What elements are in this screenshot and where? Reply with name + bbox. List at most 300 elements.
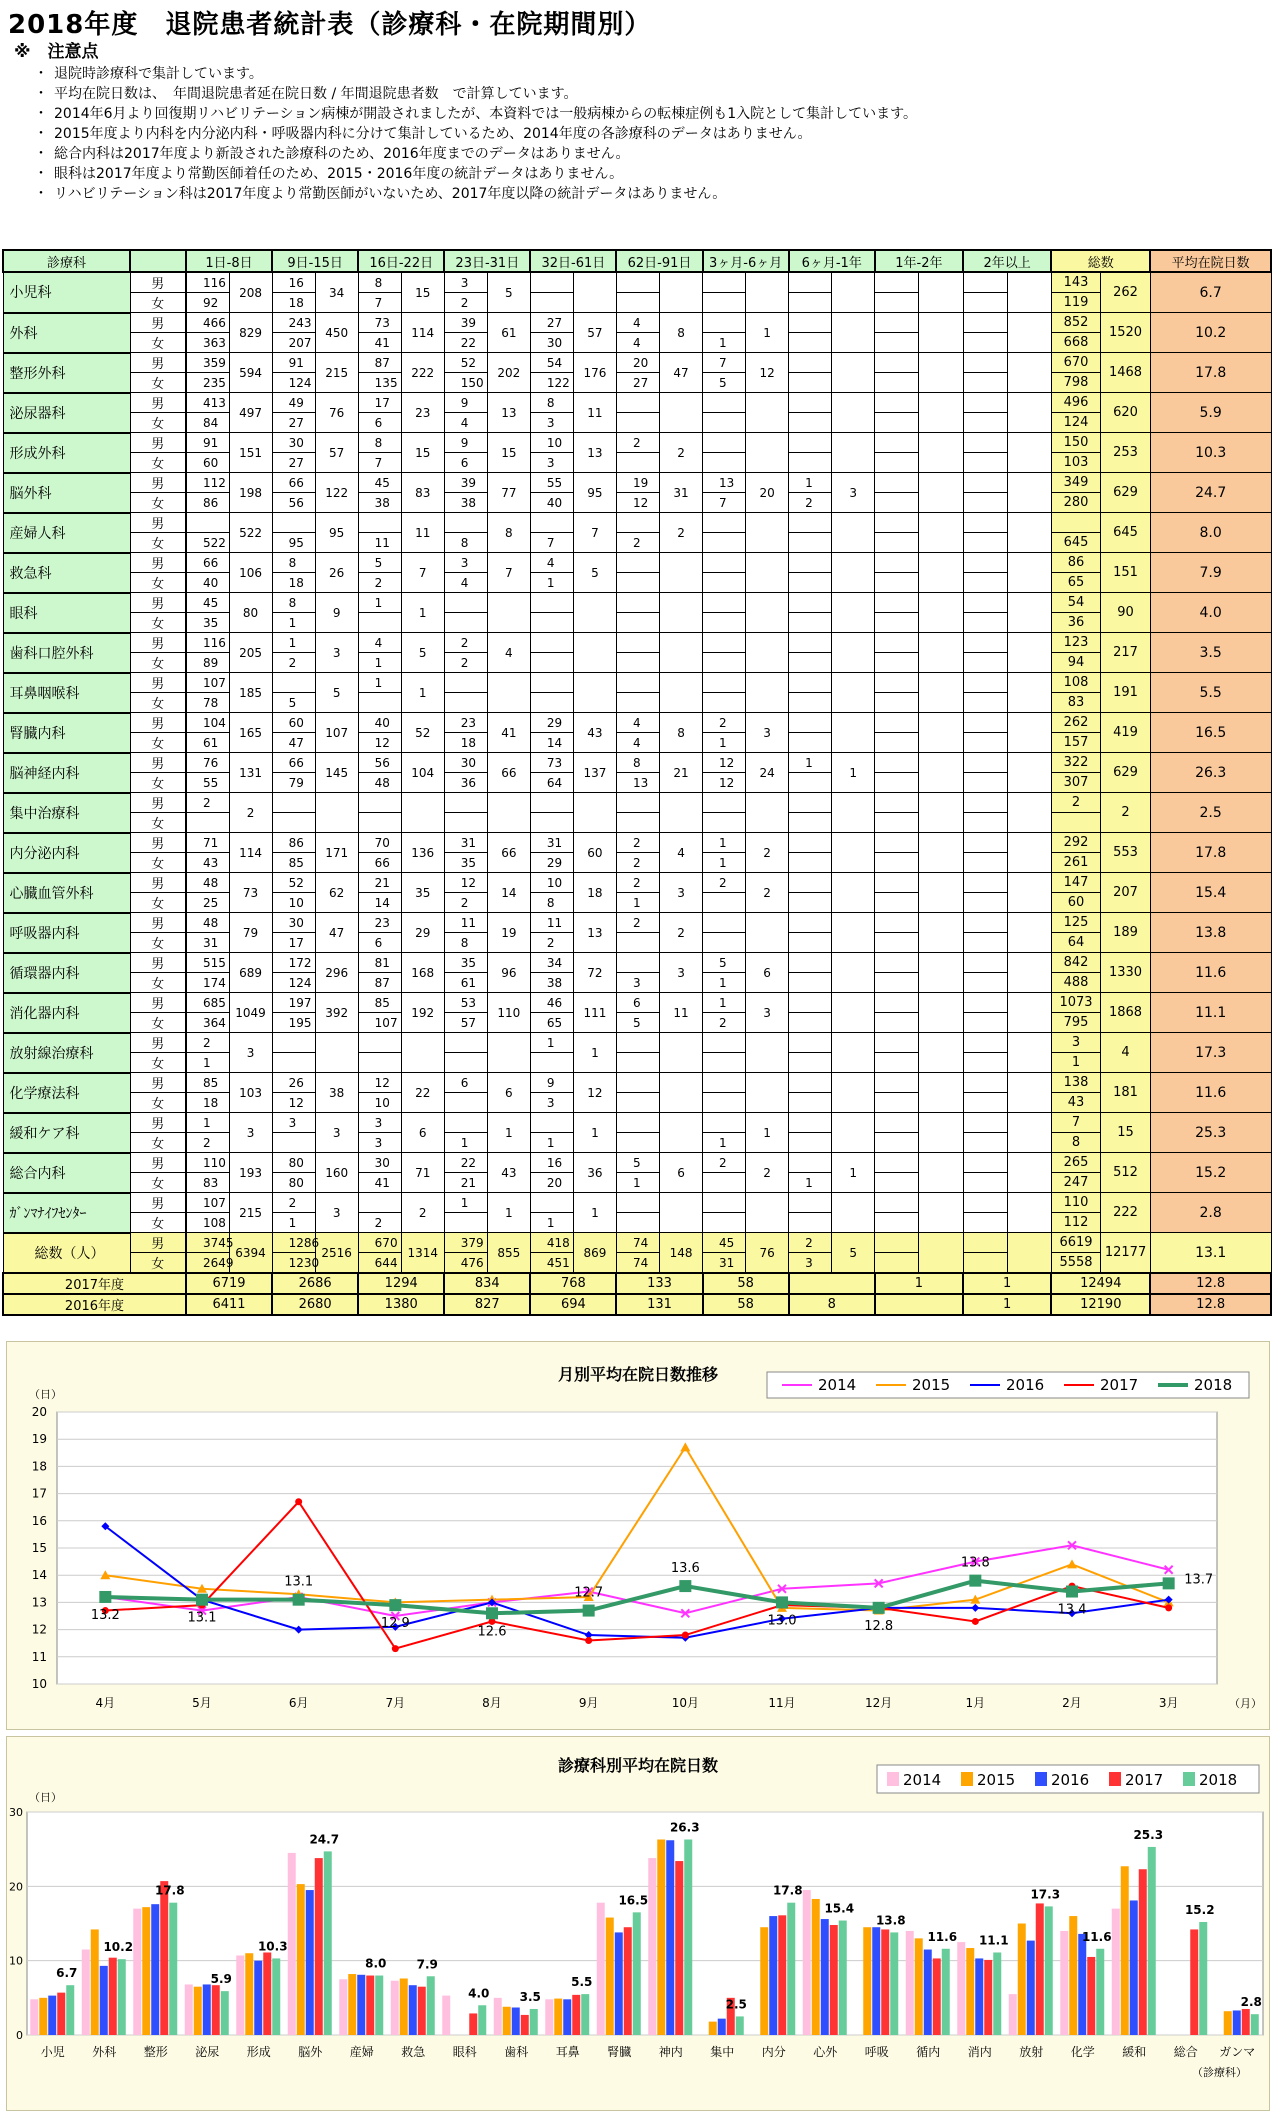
x-tick-label: 整形 [143,2045,168,2059]
data-label: 12.9 [380,1616,410,1632]
female-count: 11 [358,533,401,553]
bar-2018 [66,1985,74,2035]
table-row [3,1113,1271,1133]
male-count: 1 [358,593,401,613]
total-count: 553 [1101,833,1151,873]
male-count [789,593,832,613]
legend-label: 2016 [1006,1376,1045,1394]
table-row [3,1093,1271,1113]
year-period-total: 827 [444,1294,530,1315]
female-count [703,413,746,433]
male-count [789,272,832,293]
female-count [444,1053,487,1073]
female-count [789,853,832,873]
female-count [963,973,1007,993]
period-total [832,313,875,353]
total-female: 43 [1051,1093,1101,1113]
period-total: 21 [660,753,703,793]
header-dept: 診療科 [3,250,130,272]
female-count [789,373,832,393]
legend-label: 2017 [1100,1376,1139,1394]
female-count [616,573,659,593]
bar-2014 [339,1979,347,2035]
total-count: 189 [1101,913,1151,953]
period-total: 1 [832,1153,875,1193]
male-count [789,673,832,693]
period-total [401,793,444,833]
male-count [963,313,1007,333]
department-average-chart [6,1736,1270,2111]
period-total [919,993,963,1033]
dept-name: 総合内科 [3,1153,130,1193]
x-tick-label: 2月 [1062,1696,1082,1710]
sex-male: 男 [130,833,186,853]
table-row [3,1033,1271,1053]
data-label: 13.6 [670,1561,700,1577]
male-count [358,1193,401,1213]
female-count [272,1053,315,1073]
male-count [789,553,832,573]
bar-2017 [212,1985,220,2035]
male-count: 9 [444,433,487,453]
bar-2015 [915,1938,923,2035]
x-tick-label: 脳外 [298,2045,323,2059]
period-total [1007,272,1051,313]
period-total [573,593,616,633]
table-row [3,833,1271,853]
bar-2018 [1045,1906,1053,2035]
female-count [789,773,832,793]
total-male: 138 [1051,1073,1101,1093]
bar-2018 [890,1932,898,2035]
period-total: 11 [660,993,703,1033]
female-count [875,1173,919,1193]
female-count: 2 [444,293,487,313]
avg-days: 17.8 [1150,353,1271,393]
male-count: 60 [272,713,315,733]
male-count: 3 [358,1113,401,1133]
year-period-total: 58 [703,1273,789,1294]
period-total [832,1113,875,1153]
period-total: 2 [660,913,703,953]
period-total [487,1033,530,1073]
x-tick-label: 眼科 [452,2045,477,2059]
dept-name: 歯科口腔外科 [3,633,130,673]
female-count [616,1053,659,1073]
total-count: 191 [1101,673,1151,713]
period-total: 96 [487,953,530,993]
period-total [832,433,875,473]
bar-2018 [581,1994,589,2035]
period-total: 6 [401,1113,444,1153]
female-count: 29 [530,853,573,873]
total-male: 2 [1051,793,1101,813]
female-count: 55 [186,773,229,793]
period-total: 3 [315,1113,358,1153]
x-tick-label: 集中 [710,2045,735,2059]
male-count: 45 [703,1233,746,1253]
female-count [789,613,832,633]
male-count [963,1073,1007,1093]
female-count: 1 [186,1053,229,1073]
y-tick-label: 10 [31,1677,47,1691]
period-total [746,673,789,713]
sex-male: 男 [130,913,186,933]
male-count [963,713,1007,733]
female-count: 8 [444,533,487,553]
table-row [3,653,1271,673]
female-count [963,693,1007,713]
male-count: 9 [444,393,487,413]
male-count: 116 [186,633,229,653]
data-label: 7.9 [416,1957,438,1972]
female-count [530,613,573,633]
dept-name: 耳鼻咽喉科 [3,673,130,713]
total-male: 150 [1051,433,1101,453]
female-count: 18 [186,1093,229,1113]
notes-section [14,42,917,204]
dept-name: 呼吸器内科 [3,913,130,953]
female-count: 1 [616,1173,659,1193]
bar-2016 [666,1840,674,2035]
legend-label: 2017 [1125,1771,1164,1789]
year-label: 2016年度 [3,1294,186,1315]
bar-2014 [494,1998,502,2035]
female-count [963,613,1007,633]
female-count: 12 [616,493,659,513]
male-count [875,633,919,653]
period-total: 8 [660,313,703,353]
table-row [3,473,1271,493]
female-count: 31 [186,933,229,953]
page-title: 2018年度 退院患者統計表（診療科・在院期間別） [8,10,652,40]
total-female: 488 [1051,973,1101,993]
dept-name: ｶﾞﾝﾏﾅｲﾌｾﾝﾀｰ [3,1193,130,1233]
total-female: 64 [1051,933,1101,953]
female-count [875,693,919,713]
year-total: 12190 [1051,1294,1150,1315]
period-total [746,1193,789,1233]
total-count: 419 [1101,713,1151,753]
table-row [3,593,1271,613]
male-count: 413 [186,393,229,413]
period-total: 3 [315,1193,358,1233]
male-count: 12 [358,1073,401,1093]
period-total [832,272,875,313]
bar-2018 [375,1976,383,2035]
male-count: 10 [530,873,573,893]
bar-2015 [503,2007,511,2035]
bar-2015 [863,1927,871,2035]
period-total: 6 [746,953,789,993]
legend-label: 2015 [912,1376,951,1394]
period-total [660,1033,703,1073]
male-count [789,953,832,973]
avg-days: 11.6 [1150,1073,1271,1113]
period-total: 34 [315,272,358,313]
period-total: 57 [573,313,616,353]
female-count: 12 [358,733,401,753]
period-total: 185 [229,673,272,713]
total-male: 292 [1051,833,1101,853]
bar-2016 [357,1975,365,2035]
sex-male: 男 [130,393,186,413]
table-row [3,893,1271,913]
period-total: 3 [746,713,789,753]
period-total [919,433,963,473]
male-count [875,993,919,1013]
dept-name: 心臓血管外科 [3,873,130,913]
period-total: 151 [229,433,272,473]
dept-name: 救急科 [3,553,130,593]
female-count [963,1173,1007,1193]
period-total [919,753,963,793]
table-row [3,993,1271,1013]
y-tick-label: 13 [31,1595,47,1610]
female-count: 41 [358,1173,401,1193]
total-count: 90 [1101,593,1151,633]
period-total: 829 [229,313,272,353]
male-count [875,833,919,853]
dept-name: 放射線治療科 [3,1033,130,1073]
department-average-chart-svg [7,1737,1269,2110]
sex-male: 男 [130,313,186,333]
male-count [963,753,1007,773]
period-total: 193 [229,1153,272,1193]
year-row [3,1273,1271,1294]
male-count [789,353,832,373]
male-count [358,1033,401,1053]
female-count: 150 [444,373,487,393]
male-count [875,873,919,893]
period-total: 3 [660,873,703,913]
period-total: 160 [315,1153,358,1193]
notes-list [14,64,917,204]
period-total: 11 [573,393,616,433]
bar-2014 [1009,1994,1017,2035]
x-tick-label: 循内 [916,2045,941,2059]
sex-male: 男 [130,673,186,693]
sex-female: 女 [130,1093,186,1113]
female-count: 13 [616,773,659,793]
avg-days: 5.9 [1150,393,1271,433]
data-label: 11.6 [1081,1929,1112,1944]
bar-2016 [1027,1941,1035,2035]
table-row [3,353,1271,373]
female-count [963,1133,1007,1153]
period-total: 5 [487,272,530,313]
male-count: 3745 [186,1233,229,1253]
sex-female: 女 [130,1253,186,1274]
period-total [1007,1193,1051,1233]
female-count: 644 [358,1253,401,1274]
sex-male: 男 [130,433,186,453]
female-count: 25 [186,893,229,913]
male-count: 3 [272,1113,315,1133]
data-label: 11.6 [927,1929,958,1944]
period-total: 95 [315,513,358,553]
avg-days: 24.7 [1150,473,1271,513]
female-count [703,653,746,673]
male-count: 30 [358,1153,401,1173]
female-count: 4 [616,333,659,353]
bar-2015 [760,1927,768,2035]
sex-male: 男 [130,1113,186,1133]
data-label: 5.5 [571,1975,593,1990]
female-count: 61 [186,733,229,753]
data-point [1165,1604,1172,1611]
total-count: 629 [1101,753,1151,793]
period-total [832,713,875,753]
period-total [573,272,616,313]
bar-2016 [1078,1934,1086,2035]
male-count [272,1033,315,1053]
period-total: 57 [315,433,358,473]
male-count [963,1193,1007,1213]
male-count [875,673,919,693]
bar-2014 [442,1996,450,2035]
female-count: 43 [186,853,229,873]
female-count [789,533,832,553]
male-count: 1 [703,993,746,1013]
x-axis-label: （月） [1229,1697,1262,1710]
year-period-total: 1 [963,1273,1051,1294]
female-count: 6 [358,413,401,433]
male-count [875,1153,919,1173]
total-female: 795 [1051,1013,1101,1033]
total-male: 322 [1051,753,1101,773]
total-count: 1468 [1101,353,1151,393]
header-period: 62日-91日 [616,250,702,272]
sex-female: 女 [130,1013,186,1033]
female-count [963,1253,1007,1274]
y-tick-label: 16 [31,1513,47,1528]
bar-2018 [942,1949,950,2035]
male-count: 34 [530,953,573,973]
female-count [616,293,659,313]
period-total: 136 [401,833,444,873]
table-row [3,933,1271,953]
period-total: 2 [746,1153,789,1193]
sex-male: 男 [130,553,186,573]
sex-male: 男 [130,272,186,293]
male-count: 76 [186,753,229,773]
female-count: 38 [358,493,401,513]
period-total: 79 [229,913,272,953]
sex-male: 男 [130,593,186,613]
bar-2018 [221,1991,229,2035]
period-total [832,593,875,633]
period-total: 1 [746,313,789,353]
total-count: 151 [1101,553,1151,593]
male-count: 53 [444,993,487,1013]
male-count: 27 [530,313,573,333]
male-count: 16 [272,272,315,293]
period-total [1007,353,1051,393]
period-total: 66 [487,833,530,873]
period-total: 13 [487,393,530,433]
male-count [875,272,919,293]
male-count [444,1113,487,1133]
period-total: 3 [832,473,875,513]
male-count [616,793,659,813]
x-tick-label: 7月 [385,1696,406,1710]
bar-2015 [194,1987,202,2035]
female-count: 1 [530,1213,573,1233]
male-count [963,433,1007,453]
male-count [703,1033,746,1053]
period-total: 7 [401,553,444,593]
sex-female: 女 [130,653,186,673]
period-total: 7 [487,553,530,593]
male-count: 46 [530,993,573,1013]
period-total: 71 [401,1153,444,1193]
male-count: 8 [272,593,315,613]
table-row [3,813,1271,833]
male-count: 4 [530,553,573,573]
male-count [616,593,659,613]
male-count [963,993,1007,1013]
female-count [875,733,919,753]
period-total: 35 [401,873,444,913]
male-count [703,1193,746,1213]
period-total [573,633,616,673]
bar-2016 [306,1890,314,2035]
bar-2014 [236,1955,244,2035]
male-count [703,553,746,573]
dept-name: 消化器内科 [3,993,130,1033]
female-count: 1 [703,973,746,993]
female-count [616,1213,659,1233]
female-count [963,413,1007,433]
bar-2015 [91,1929,99,2035]
table-row [3,973,1271,993]
male-count [789,793,832,813]
total-female: 645 [1051,533,1101,553]
period-total [919,673,963,713]
female-count: 27 [272,413,315,433]
female-count: 1 [530,573,573,593]
avg-days: 5.5 [1150,673,1271,713]
period-total: 73 [229,873,272,913]
period-total: 36 [573,1153,616,1193]
y-tick-label: 0 [16,2029,23,2042]
male-count: 22 [444,1153,487,1173]
legend-label: 2018 [1194,1376,1233,1394]
male-count: 80 [272,1153,315,1173]
female-count: 195 [272,1013,315,1033]
sex-female: 女 [130,1133,186,1153]
male-count [186,513,229,533]
male-count [963,673,1007,693]
male-count: 66 [272,473,315,493]
male-count [530,1113,573,1133]
male-count [789,513,832,533]
header-period: 2年以上 [963,250,1051,272]
period-total: 12 [573,1073,616,1113]
total-count: 181 [1101,1073,1151,1113]
female-count [789,813,832,833]
male-count [789,873,832,893]
period-total: 5 [401,633,444,673]
avg-days: 15.4 [1150,873,1271,913]
male-count: 8 [358,272,401,293]
period-total [315,1033,358,1073]
period-total [919,793,963,833]
year-avg: 12.8 [1150,1273,1271,1294]
period-total [660,673,703,713]
female-count [703,293,746,313]
